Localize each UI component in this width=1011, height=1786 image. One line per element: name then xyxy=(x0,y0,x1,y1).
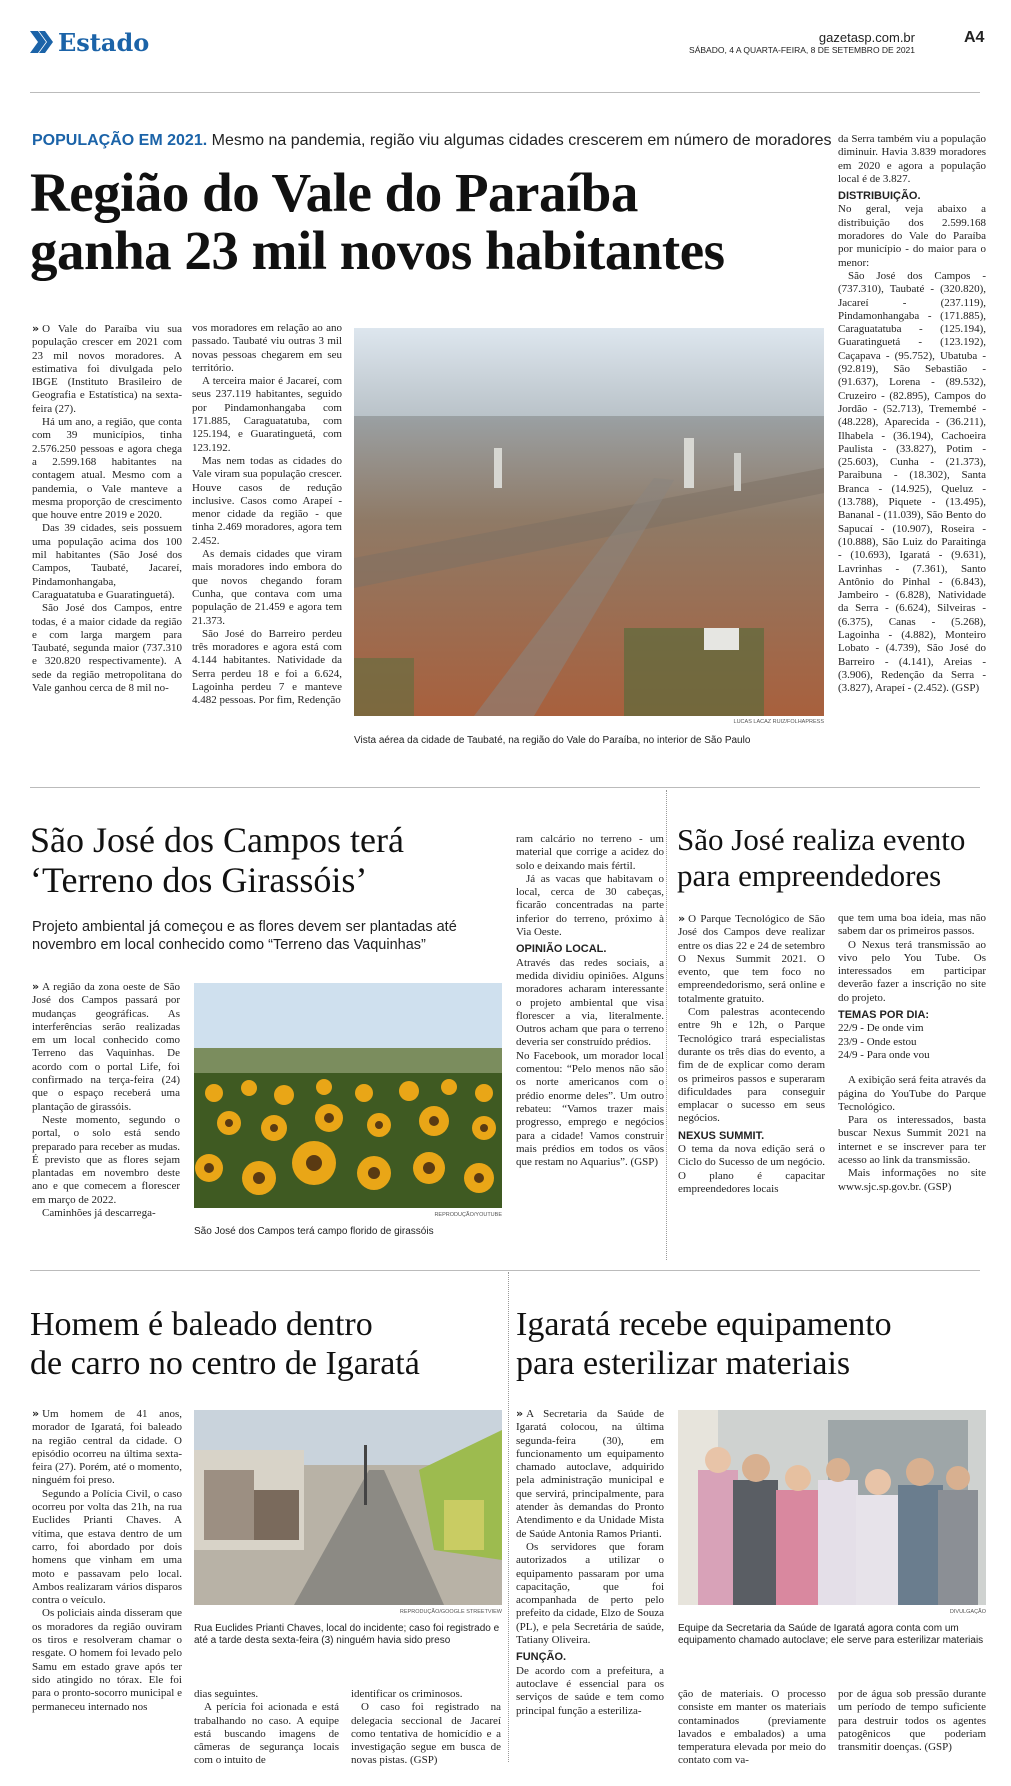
paragraph: A terceira maior é Jacareí, com seus 237.119 habitantes, seguido por Pindamonhangaba com 171.885, Caraguatatuba, com 125.194, e Guaratinguetá, com 123.192. xyxy=(192,375,342,454)
headline-line-1: São José realiza evento xyxy=(677,822,966,857)
column-divider-1 xyxy=(666,790,667,1260)
paragraph: ção de materiais. O processo consiste em manter os materiais contaminados (previamente lavados e embalados) a uma temperatura elevada por meio do contato com va- xyxy=(678,1688,826,1767)
page-number: A4 xyxy=(964,29,985,46)
story1-column-2 xyxy=(192,322,342,708)
paragraph: Das 39 cidades, seis possuem uma população acima dos 100 mil habitantes (São José dos Campos, Taubaté, Jacareí, Pindamonhangaba, Caraguatatuba e Guaratinguetá). xyxy=(32,522,182,601)
headline-line-1: Região do Vale do Paraíba xyxy=(30,162,638,223)
paragraph: A perícia foi acionada e está trabalhando no caso. A equipe está buscando imagens de câmeras de segurança locais com o intuito de xyxy=(194,1701,339,1767)
header-rule xyxy=(30,92,980,93)
taubate-aerial-photo xyxy=(354,328,824,716)
story1-photo-caption: Vista aérea da cidade de Taubaté, na região do Vale do Paraíba, no interior de São Paulo xyxy=(354,735,751,746)
headline-line-1: São José dos Campos terá xyxy=(30,820,404,860)
headline-line-1: Homem é baleado dentro xyxy=(30,1306,373,1343)
story3-column-1 xyxy=(678,912,825,1196)
paragraph: Já as vacas que habitavam o local, cerca de 30 cabeças, ficarão concentradas na parte inferior do terreno, próximo à Via Oeste. xyxy=(516,872,664,939)
paragraph: De acordo com a prefeitura, a autoclave é essencial para os serviços de saúde e tem como principal função a esteriliza- xyxy=(516,1664,664,1717)
story4-column-1 xyxy=(32,1407,182,1714)
paragraph: Através das redes sociais, a medida dividiu opiniões. Alguns moradores acharam interessante o projeto ambiental que visa florescer a via, literalmente. Outros acham que para o terreno deveria ser construído prédios. xyxy=(516,956,664,1049)
paragraph: » O Parque Tecnológico de São José dos Campos deve realizar entre os dias 22 e 24 de setembro O Nexus Summit 2021. O evento, que tem foco no empreendedorismo, será online e totalmente gratuito. xyxy=(678,912,825,1005)
story2-subtitle: Projeto ambiental já começou e as flores devem ser plantadas até novembro em local conhecido como “Terreno das Vaquinhas” xyxy=(32,919,457,953)
headline-line-2: para empreendedores xyxy=(677,858,942,893)
story1-headline xyxy=(30,164,830,280)
health-team-photo xyxy=(678,1410,986,1605)
subheading-funcao: FUNÇÃO. xyxy=(516,1651,567,1664)
paragraph: O caso foi registrado na delegacia seccional de Jacareí como tentativa de homicídio e a investigação segue em busca de novas pistas. (GSP) xyxy=(351,1701,501,1767)
paragraph: No Facebook, um morador local comentou: “Pelo menos não são os norte americanos com o prédio enorme deles”. Um outro rebateu: “Vamos trazer mais progresso, emprego e negócios para a cidade! Vamos construir mais prédios em todos os vãos que restam no Aquarius”. (GSP) xyxy=(516,1049,664,1169)
story5-column-3 xyxy=(838,1688,986,1754)
city-population-list: São José dos Campos - (737.310), Taubaté - (320.820), Jacareí - (237.119), Pindamonhangaba - (171.885), Caraguatatuba - (125.194), Guaratinguetá - (123.192), Caçapava - (95.752), Ubatuba - (92.819), São Sebastião - (91.637), Lorena - (89.532), Cruzeiro - (82.895), Campos do Jordão - (52.713), Tremembé - (48.228), Aparecida - (36.211), Ilhabela - (36.194), Cachoeira Paulista - (33.827), Potim - (25.603), Cunha - (21.373), Paraibuna - (18.302), Santa Branca - (14.925), Queluz - (13.788), Piquete - (13.495), Bananal - (11.039), São Bento do Sapucaí - (10.907), Roseira - (10.888), São Luiz do Paraitinga - (10.693), Igaratá - (9.631), Lavrinhas - (7.361), Santo Antônio do Pinhal - (6.843), Jambeiro - (6.828), Natividade da Serra - (6.624), Silveiras - (6.375), Canas - (5.268), Lagoinha - (4.882), Monteiro Lobato - (4.739), São José do Barreiro - (4.141), Areias - (3.906), Redenção da Serra - (3.827), Arapeí - (2.452). (GSP) xyxy=(838,269,986,695)
story4-photo-credit: REPRODUÇÃO/GOOGLE STREETVIEW xyxy=(399,1609,502,1615)
kicker-text: Mesmo na pandemia, região viu algumas cidades crescerem em número de moradores xyxy=(211,132,832,149)
site-url[interactable]: gazetasp.com.br xyxy=(818,30,915,45)
headline-line-1: Igaratá recebe equipamento xyxy=(516,1306,892,1343)
bullet-chevron-icon: » xyxy=(678,912,686,925)
paragraph: Com palestras acontecendo entre 9h e 12h, o Parque Tecnológico trará especialistas durante os três dias do evento, a fim de de explicar como deram os primeiros passos e superaram dificuldades para conseguir emplacar o sucesso em seus negócios. xyxy=(678,1006,825,1125)
paragraph: que tem uma boa ideia, mas não sabem dar os primeiros passos. xyxy=(838,912,986,938)
schedule-item: 23/9 - Onde estou xyxy=(838,1035,917,1048)
bullet-chevron-icon: » xyxy=(32,1407,40,1420)
story1-column-3 xyxy=(838,133,986,695)
street-view-photo xyxy=(194,1410,502,1605)
headline-line-2: para esterilizar materiais xyxy=(516,1345,851,1382)
paragraph: vos moradores em relação ao ano passado. Taubaté viu outras 3 mil novas pessoas chegarem em seu território. xyxy=(192,322,342,374)
paragraph: Os servidores que foram autorizados a utilizar o equipamento passaram por uma capacitação, que foi acompanhada de perto pelo prefeito da cidade, Elzo de Souza (PL), e pela Secretária de saúde, Tatiany Oliveira. xyxy=(516,1540,664,1647)
sunflower-field-photo xyxy=(194,983,502,1208)
story5-headline xyxy=(516,1305,986,1383)
story1-photo-credit: LUCAS LACAZ RUIZ/FOLHAPRESS xyxy=(733,719,824,725)
story2-photo-caption: São José dos Campos terá campo florido de girassóis xyxy=(194,1226,434,1237)
column-divider-2 xyxy=(508,1272,509,1762)
paragraph: A exibição será feita através da página do YouTube do Parque Tecnológico. xyxy=(838,1074,986,1113)
story5-column-1 xyxy=(516,1407,664,1718)
paragraph: O tema da nova edição será o Ciclo do Sucesso de um negócio. O plano é capacitar empreendedores locais xyxy=(678,1143,825,1195)
subheading-nexus-summit: NEXUS SUMMIT. xyxy=(678,1129,765,1142)
story1-column-1 xyxy=(32,322,182,695)
section-rule-1 xyxy=(30,787,980,788)
paragraph: As demais cidades que viram mais moradores indo embora do que novos chegando foram Cunha, que contava com uma população de 21.459 e agora tem 21.373. xyxy=(192,548,342,627)
paragraph: Segundo a Polícia Civil, o caso ocorreu por volta das 21h, na rua Euclides Prianti Chaves. A vítima, que estava dentro de um carro, foi abordado por dois homens que vinham em uma moto e passavam pelo local. Ambos realizaram vários disparos contra o veículo. xyxy=(32,1487,182,1607)
bullet-chevron-icon: » xyxy=(32,322,40,335)
story5-photo-credit: DIVULGAÇÃO xyxy=(949,1609,986,1615)
paragraph[interactable]: Mais informações no site www.sjc.sp.gov.br. (GSP) xyxy=(838,1167,986,1193)
story2-column-2 xyxy=(516,833,664,1169)
story4-column-2 xyxy=(194,1688,339,1768)
paragraph: » O Vale do Paraíba viu sua população crescer em 2021 com 23 mil novos moradores. A estimativa foi divulgada pelo IBGE (Instituto Brasileiro de Geografia e Estatística) na sexta-feira (27). xyxy=(32,322,182,415)
paragraph: Caminhões já descarrega- xyxy=(42,1207,156,1220)
edition-date: SÁBADO, 4 A QUARTA-FEIRA, 8 DE SETEMBRO DE 2021 xyxy=(689,45,915,55)
headline-line-2: ganha 23 mil novos habitantes xyxy=(30,220,725,281)
story2-headline xyxy=(30,820,510,900)
paragraph: ram calcário no terreno - um material que corrige a acidez do solo e deixando mais fértil. xyxy=(516,833,664,872)
paragraph: » A Secretaria da Saúde de Igaratá colocou, na última segunda-feira (30), em funcionamento um equipamento chamado autoclave, adquirido pela administração municipal e que servirá, principalmente, para atender às demandas do Pronto Atendimento e da Unidade Mista de Saúde Antonia Ramos Prianti. xyxy=(516,1407,664,1540)
paragraph: O Nexus terá transmissão ao vivo pelo You Tube. Os interessados em participar deverão fazer a inscrição no site do projeto. xyxy=(838,938,986,1004)
story4-photo-caption: Rua Euclides Prianti Chaves, local do incidente; caso foi registrado e até a tarde desta sexta-feira (3) ninguém havia sido preso xyxy=(194,1623,500,1646)
kicker-label: POPULAÇÃO EM 2021. xyxy=(32,132,208,149)
story3-column-2 xyxy=(838,912,986,1194)
section-chevron-icon xyxy=(30,31,56,53)
paragraph: » A região da zona oeste de São José dos Campos passará por mudanças geográficas. As interferências serão realizadas em um local conhecido como Terreno das Vaquinhas. De acordo com o portal Life, foi confirmado na terça-feira (24) que o espaço receberá uma plantação de girassóis. xyxy=(32,980,180,1113)
story4-headline xyxy=(30,1305,505,1383)
section-rule-2 xyxy=(30,1270,980,1271)
story2-photo-credit: REPRODUÇÃO/YOUTUBE xyxy=(434,1212,502,1218)
schedule-item: 22/9 - De onde vim xyxy=(838,1022,924,1035)
headline-line-2: de carro no centro de Igaratá xyxy=(30,1345,420,1382)
paragraph: dias seguintes. xyxy=(194,1688,259,1700)
paragraph: » Um homem de 41 anos, morador de Igaratá, foi baleado na região central da cidade. O episódio ocorreu na última sexta-feira (27). Porém, até o momento, ninguém foi preso. xyxy=(32,1407,182,1487)
paragraph: Neste momento, segundo o portal, o solo está sendo preparado para receber as mudas. É previsto que as flores sejam plantadas em novembro deste ano e que comecem a florescer em março de 2022. xyxy=(32,1113,180,1206)
paragraph: por de água sob pressão durante um período de tempo suficiente para destruir todos os agentes patogênicos que poderiam transmitir doenças. (GSP) xyxy=(838,1688,986,1754)
subheading-distribuicao: DISTRIBUIÇÃO. xyxy=(838,190,921,203)
subheading-opiniao-local: OPINIÃO LOCAL. xyxy=(516,943,607,956)
bullet-chevron-icon: » xyxy=(516,1407,524,1420)
headline-line-2: ‘Terreno dos Girassóis’ xyxy=(30,860,368,900)
story5-column-2 xyxy=(678,1688,826,1768)
schedule-item: 24/9 - Para onde vou xyxy=(838,1048,930,1061)
section-title: Estado xyxy=(58,27,150,57)
subheading-temas-por-dia: TEMAS POR DIA: xyxy=(838,1009,930,1022)
story4-column-3 xyxy=(351,1688,501,1768)
story3-headline xyxy=(677,822,987,894)
section-header xyxy=(30,28,149,56)
paragraph: São José dos Campos, entre todas, é a maior cidade da região e com larga margem para Taubaté, segunda maior (737.310 e 320.820 respectivamente). A sede da região metropolitana do Vale ganhou cerca de 8 mil no- xyxy=(32,602,182,695)
bullet-chevron-icon: » xyxy=(32,980,40,993)
paragraph: Para os interessados, basta buscar Nexus Summit 2021 na internet e se inscrever para ter acesso ao link da transmissão. xyxy=(838,1114,986,1167)
story1-kicker xyxy=(32,132,832,150)
paragraph: No geral, veja abaixo a distribuição dos 2.599.168 moradores do Vale do Paraíba por município - do maior para o menor: xyxy=(838,203,986,269)
story5-photo-caption: Equipe da Secretaria da Saúde de Igaratá agora conta com um equipamento chamado autoclave; ele serve para esterilizar materiais xyxy=(678,1623,984,1646)
paragraph: identificar os criminosos. xyxy=(351,1688,463,1700)
paragraph: São José do Barreiro perdeu três moradores e agora está com 4.144 habitantes. Natividade da Serra perdeu 18 e foi a 6.624, Lagoinha perdeu 7 e manteve 4.482 pessoas. Por fim, Redenção xyxy=(192,627,342,707)
paragraph: Mas nem todas as cidades do Vale viram sua população crescer. Houve casos de redução inclusive. Casos como Arapeí - menor cidade da região - que tinha 2.469 moradores, agora tem 2.452. xyxy=(192,454,342,547)
paragraph: Há um ano, a região, que conta com 39 municípios, tinha 2.576.250 pessoas e agora chega a 2.599.168 habitantes na contagem atual. Mesmo com a pandemia, o Vale manteve a mesma proporção de crescimento que houve entre 2019 e 2020. xyxy=(32,416,182,522)
paragraph: da Serra também viu a população diminuir. Havia 3.839 moradores em 2020 e agora a população local é de 3.827. xyxy=(838,133,986,185)
story2-column-1 xyxy=(32,980,180,1220)
paragraph: Os policiais ainda disseram que os moradores da região ouviram os tiros e resolveram chamar o resgate. O homem foi levado pelo Samu em estado grave após ter sido atingido no tórax. Ele foi para o pronto-socorro municipal e permaneceu internado nos xyxy=(32,1607,182,1713)
